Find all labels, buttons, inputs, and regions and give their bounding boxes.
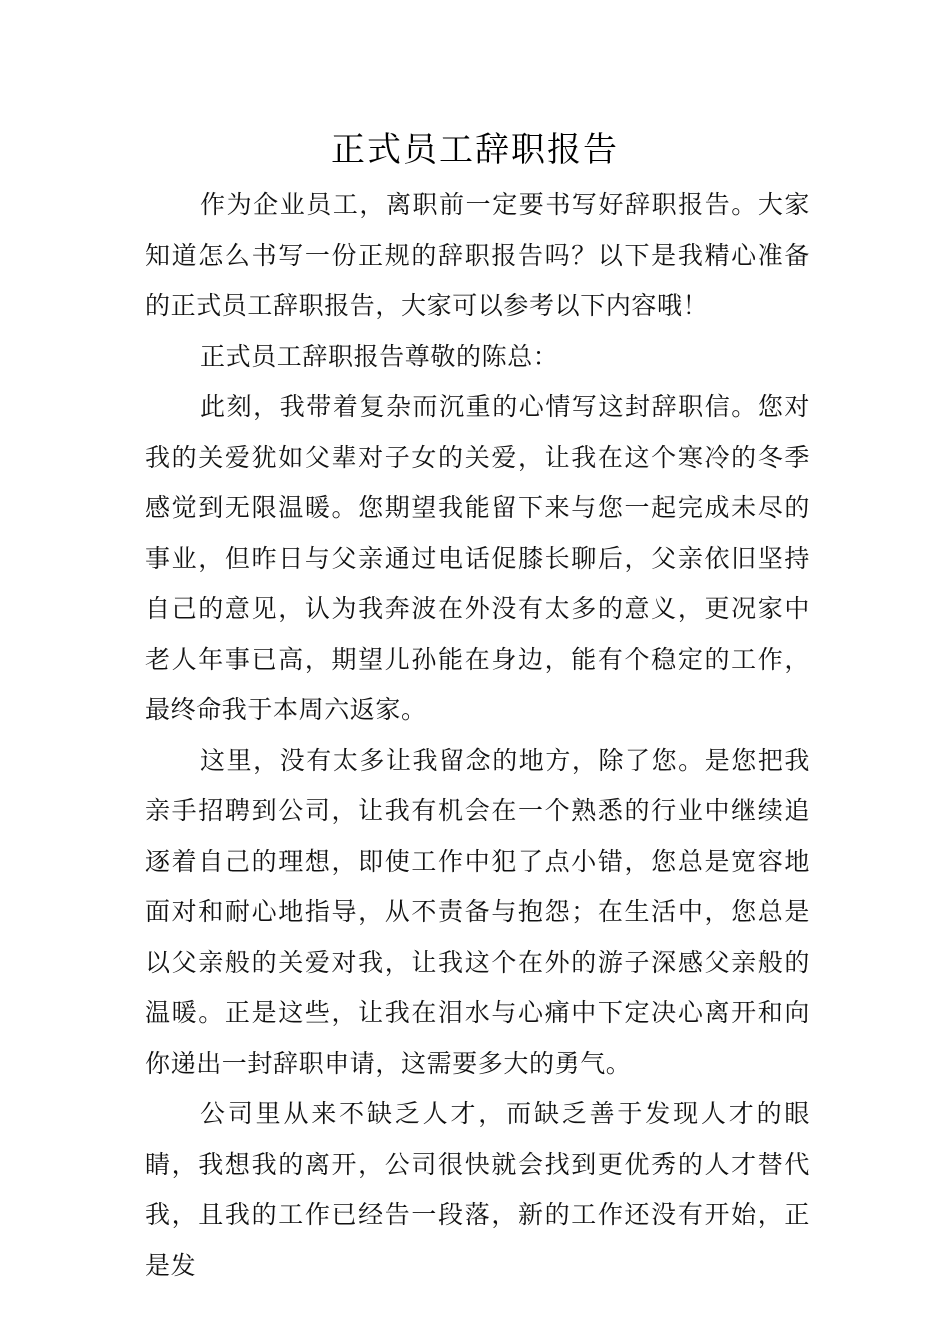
document-body xyxy=(145,180,810,1291)
paragraph-body-3: 公司里从来不缺乏人才，而缺乏善于发现人才的眼睛，我想我的离开，公司很快就会找到更优秀的人才替代我，且我的工作已经告一段落，新的工作还没有开始，正是发 xyxy=(145,1099,810,1280)
paragraph-salutation: 正式员工辞职报告尊敬的陈总： xyxy=(200,341,559,371)
paragraph-body-1: 此刻，我带着复杂而沉重的心情写这封辞职信。您对我的关爱犹如父辈对子女的关爱，让我在这个寒冷的冬季感觉到无限温暖。您期望我能留下来与您一起完成未尽的事业，但昨日与父亲通过电话促膝长聊后，父亲依旧坚持自己的意见，认为我奔波在外没有太多的意义，更况家中老人年事已高，期望儿孙能在身边，能有个稳定的工作，最终命我于本周六返家。 xyxy=(145,392,810,724)
document-title: 正式员工辞职报告 xyxy=(331,130,619,170)
paragraph-body-2: 这里，没有太多让我留念的地方，除了您。是您把我亲手招聘到公司，让我有机会在一个熟悉的行业中继续追逐着自己的理想，即使工作中犯了点小错，您总是宽容地面对和耐心地指导，从不责备与抱怨；在生活中，您总是以父亲般的关爱对我，让我这个在外的游子深感父亲般的温暖。正是这些，让我在泪水与心痛中下定决心离开和向你递出一封辞职申请，这需要多大的勇气。 xyxy=(145,745,810,1078)
paragraph-intro: 作为企业员工，离职前一定要书写好辞职报告。大家知道怎么书写一份正规的辞职报告吗？以下是我精心准备的正式员工辞职报告，大家可以参考以下内容哦！ xyxy=(145,190,810,320)
